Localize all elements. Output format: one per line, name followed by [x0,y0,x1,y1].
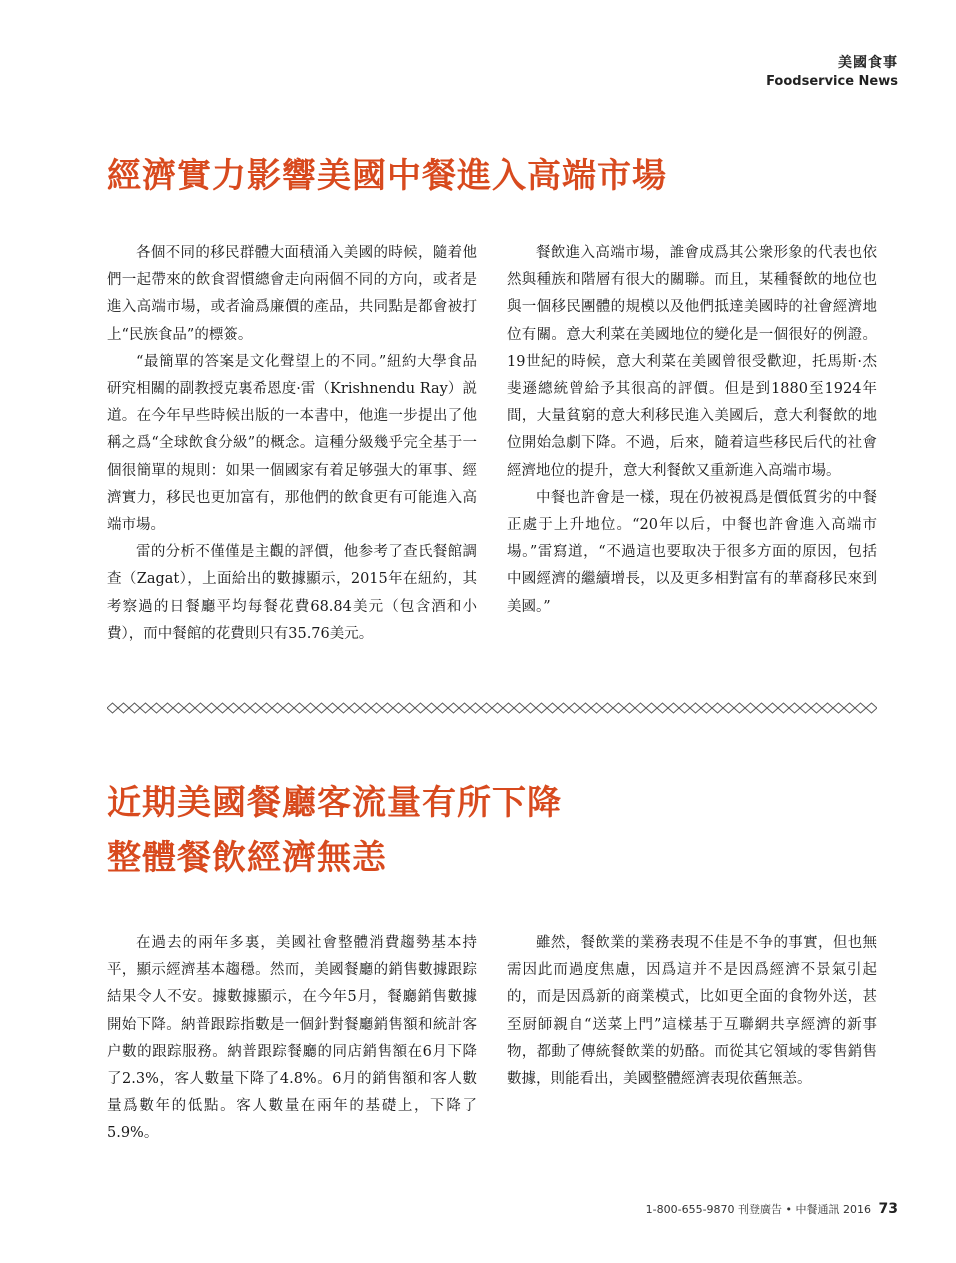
paragraph: 在過去的兩年多裏，美國社會整體消費趨勢基本持平，顯示經濟基本趨穩。然而，美國餐廳的銷售數據跟踪結果令人不安。據數據顯示，在今年5月，餐廳銷售數據開始下降。納普跟踪指數是一個針對餐廳銷售額和統計客户數的跟踪服務。納普跟踪餐廳的同店銷售額在6月下降了2.3%，客人數量下降了4.8%。6月的銷售額和客人數量爲數年的低點。客人數量在兩年的基礎上，下降了5.9%。 [107,935,477,1142]
article1-right-column [507,240,877,621]
paragraph: 雖然，餐飲業的業務表現不佳是不争的事實，但也無需因此而過度焦慮，因爲這并不是因爲經濟不景氣引起的，而是因爲新的商業模式，比如更全面的食物外送，甚至厨師親自“送菜上門”這樣基于互聯網共享經濟的新事物，都動了傳統餐飲業的奶酪。而從其它領域的零售銷售數據，則能看出，美國整體經濟表現依舊無恙。 [507,935,877,1088]
section-title-zh: 美國食事 [838,55,898,71]
paragraph: 餐飲進入高端市場，誰會成爲其公衆形象的代表也依然與種族和階層有很大的關聯。而且，某種餐飲的地位也與一個移民團體的規模以及他們抵達美國時的社會經濟地位有關。意大利菜在美國地位的變化是一個很好的例證。19世紀的時候，意大利菜在美國曾很受歡迎，托馬斯·杰斐遜總統曾給予其很高的評價。但是到1880至1924年間，大量貧窮的意大利移民進入美國后，意大利餐飲的地位開始急劇下降。不過，后來，隨着這些移民后代的社會經濟地位的提升，意大利餐飲又重新進入高端市場。 [507,245,877,479]
section-title-en: Foodservice News [766,74,898,89]
diamond-divider [107,702,877,714]
article2-right-column [507,930,877,1093]
page-number: 73 [878,1201,898,1217]
article2-title-line1: 近期美國餐廳客流量有所下降 [107,783,562,823]
article2-left-column [107,930,477,1148]
article2-title-line2: 整體餐飲經濟無恙 [107,838,387,878]
paragraph: 各個不同的移民群體大面積涌入美國的時候，隨着他們一起帶來的飲食習慣總會走向兩個不同的方向，或者是進入高端市場，或者淪爲廉價的產品，共同點是都會被打上“民族食品”的標簽。 [107,245,477,343]
paragraph: “最簡單的答案是文化聲望上的不同。”紐約大學食品研究相關的副教授克裏希恩度·雷（Krishnendu Ray）説道。在今年早些時候出版的一本書中，他進一步提出了他稱之爲“全球飲食分級”的概念。這種分級幾乎完全基于一個很簡單的規則：如果一個國家有着足够强大的軍事、經濟實力，移民也更加富有，那他們的飲食更有可能進入高端市場。 [107,353,477,534]
page-footer [646,1201,898,1217]
paragraph: 中餐也許會是一樣，現在仍被視爲是價低質劣的中餐正處于上升地位。“20年以后，中餐也許會進入高端市場。”雷寫道，“不過這也要取决于很多方面的原因，包括中國經濟的繼續增長，以及更多相對富有的華裔移民來到美國。” [507,489,877,615]
paragraph: 雷的分析不僅僅是主觀的評價，他参考了查氏餐館調查（Zagat），上面給出的數據顯示，2015年在紐約，其考察過的日餐廳平均每餐花費68.84美元（包含酒和小費），而中餐館的花費則只有35.76美元。 [107,544,477,642]
section-header [766,52,898,89]
article1-title: 經濟實力影響美國中餐進入高端市場 [107,156,667,196]
footer-text: 1-800-655-9870 刊登廣告 • 中餐通訊 2016 [645,1203,872,1216]
article1-left-column [107,240,477,648]
